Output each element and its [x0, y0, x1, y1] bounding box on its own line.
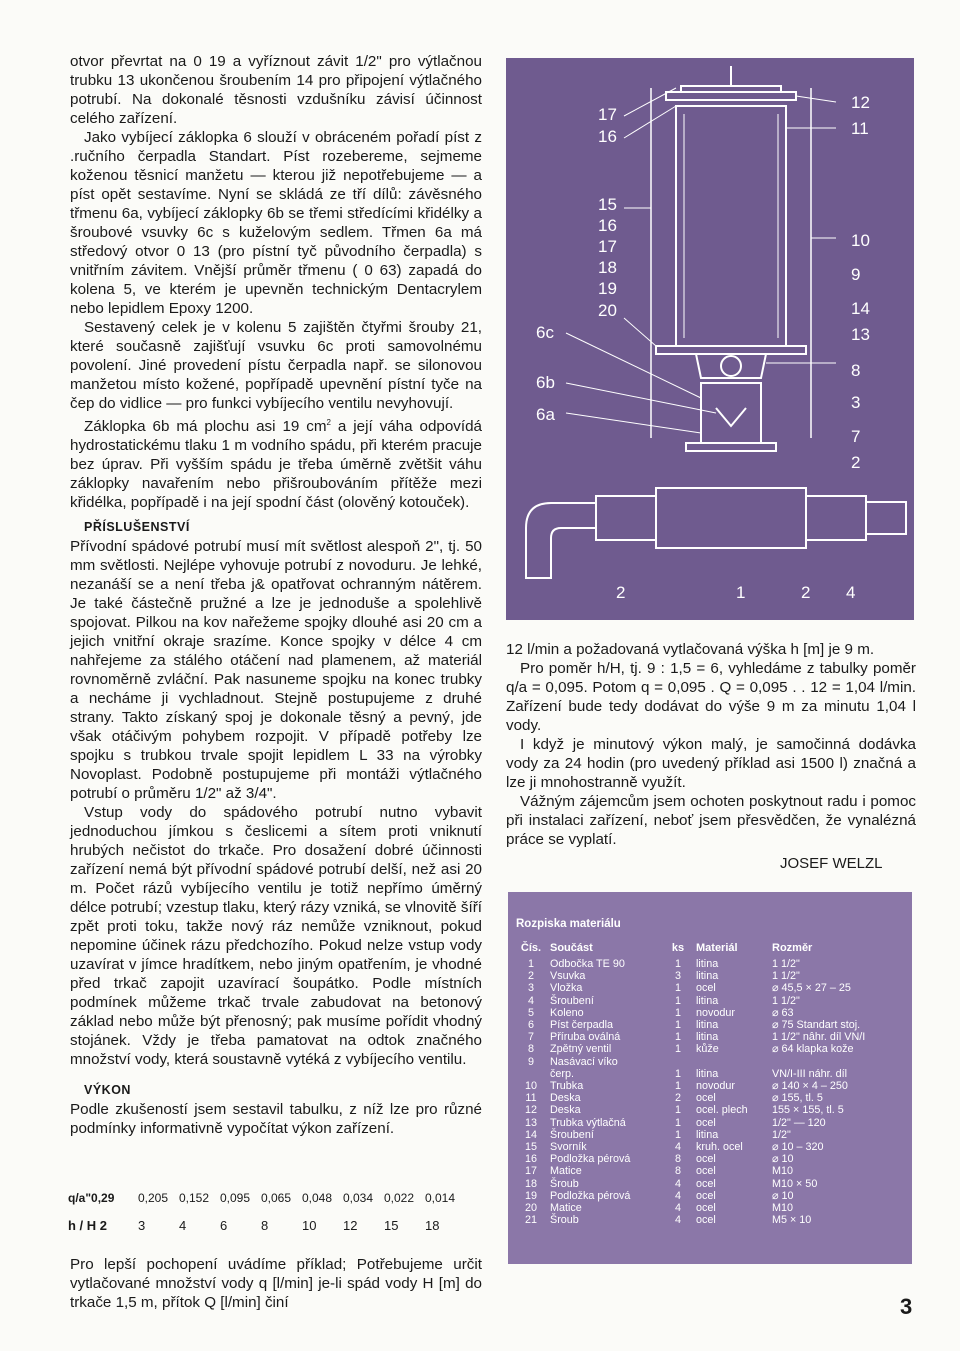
drawing-svg — [506, 58, 914, 620]
table-cell: 4 — [527, 994, 534, 1007]
table-cell: Trubka výtlačná — [550, 1116, 626, 1129]
table-row — [514, 1043, 906, 1055]
table-cell: 21 — [524, 1214, 537, 1227]
table-cell: litina — [696, 1067, 719, 1080]
paragraph: Pro poměr h/H, tj. 9 : 1,5 = 6, vyhledáme z tabulky poměr q/a = 0,095. Potom q = 0,095 . Q = 0,095 . . 12 = 1,04 l/min. Zařízení bude tedy dodávat do výše 9 m za minutu 1,04 l vody. — [506, 660, 916, 734]
table-cell: 1 — [674, 1031, 681, 1044]
table-cell: 8 — [527, 1043, 534, 1056]
table-cell: ⌀ 10 — [772, 1153, 794, 1166]
table-cell: ⌀ 75 Standart stoj. — [772, 1019, 861, 1032]
table-cell: 1/2" — [772, 1128, 791, 1141]
figure-label: 4 — [846, 583, 856, 602]
inlet-elbow — [526, 503, 596, 578]
table-cell — [662, 1056, 694, 1068]
table-cell: 6 — [527, 1019, 534, 1032]
table-cell: 1 — [527, 958, 534, 970]
table-row — [514, 1068, 906, 1080]
table-cell: Příruba oválná — [550, 1031, 621, 1044]
column-header: ks — [671, 942, 685, 954]
table-cell: 1 1/2" nâhr. díl VN/I — [772, 1031, 866, 1044]
table-cell: kůže — [696, 1043, 719, 1056]
table-cell: M10 — [772, 1165, 794, 1178]
piston-assembly — [701, 383, 761, 443]
table-cell: ⌀ 64 klapka kože — [772, 1043, 854, 1056]
figure-label: 15 — [598, 195, 617, 214]
left-column-upper — [70, 52, 482, 512]
figure-label: 10 — [851, 231, 870, 250]
table-cell: Odbočka TE 90 — [550, 958, 625, 970]
table-row — [514, 1129, 906, 1141]
table-cell: litina — [696, 1128, 719, 1141]
table-cell: 1 — [674, 994, 681, 1007]
ratio-label: h / H 2 — [68, 1218, 108, 1233]
paragraph: Sestavený celek je v kolenu 5 zajištěn čtyřmi šrouby 21, které současně zajišťují vsuvku 6c proti samovolnému povolení. Jiné provedení pístu čerpadla např. se silonovou manžetou místo kožené, popřípadě upevnění pístní tyče na čep do vidlice — pro funkci vybíjecího ventilu nevyhovují. — [70, 319, 482, 412]
bottom-plate — [656, 346, 806, 354]
table-cell: litina — [696, 958, 719, 970]
table-cell: ocel — [696, 1189, 716, 1202]
figure-label: 1 — [736, 583, 746, 602]
table-cell: VN/I-III náhr. díl — [772, 1067, 848, 1080]
table-cell: ocel — [696, 1177, 716, 1190]
table-cell: 2 — [527, 970, 534, 983]
table-cell: ocel — [696, 1153, 716, 1166]
table-cell: 1 1/2" — [772, 970, 800, 983]
table-cell: čerp. — [550, 1067, 575, 1080]
column-header: Čís. — [520, 942, 542, 954]
table-row — [514, 958, 906, 970]
table-cell: ⌀ 140 × 4 – 250 — [772, 1080, 848, 1093]
table-row — [514, 1165, 906, 1177]
figure-label: 8 — [851, 361, 861, 380]
table-row — [514, 1214, 906, 1226]
table-cell: ocel — [696, 1092, 716, 1105]
coupling-right — [806, 496, 866, 540]
table-cell: litina — [696, 1019, 719, 1032]
figure-label: 2 — [851, 453, 861, 472]
table-cell: Deska — [550, 1104, 581, 1117]
table-cell: 18 — [524, 1177, 537, 1190]
table-cell: Vsuvka — [550, 970, 586, 983]
table-cell: M5 × 10 — [772, 1214, 812, 1227]
column-header: Rozměr — [772, 942, 813, 954]
ratio-row-h: h / H 2 3 4 6 8 10 12 15 18 — [68, 1218, 440, 1233]
paragraph: Jako vybíjecí záklopka 6 slouží v obráceném pořadí píst z .ručního čerpadla Standart. Píst rozebereme, sejmeme koženou těsnicí manžetu — kterou již nepotřebujeme — a píst opět sestavíme. Nyní se skládá ze tří dílů: závěsného třmenu 6a, vybíjecí záklopky 6b se třemi středícími křidélky a šroubové vsuvky 6c s kuželovým sedlem. Třmen 6a má středový otvor 0 13 (pro pístní tyč původního čerpadla) s vnitřním závitem. Vnější průměr třmenu ( 0 63) zapadá do kolena 5, ve kterém je upevněn technickým Dentacrylem nebo lepidlem Epoxy 1200. — [70, 129, 482, 317]
figure-label: 17 — [598, 237, 617, 256]
table-row — [514, 995, 906, 1007]
table-cell: Matice — [550, 1165, 582, 1178]
table-cell: Deska — [550, 1092, 581, 1105]
table-cell — [770, 1056, 906, 1068]
table-cell: 14 — [524, 1128, 537, 1141]
flange — [686, 443, 776, 451]
table-cell: ⌀ 10 — [772, 1189, 794, 1202]
figure-label: 13 — [851, 325, 870, 344]
table-cell: ocel — [696, 1202, 716, 1215]
paragraph: Podle zkušeností jsem sestavil tabulku, z níž lze pro různé podmínky informativně vypočítat výkon zařízení. — [70, 1101, 482, 1137]
table-cell: 7 — [527, 1031, 534, 1044]
table-row — [514, 1007, 906, 1019]
table-cell: 16 — [524, 1153, 537, 1166]
table-cell: ⌀ 155, tl. 5 — [772, 1092, 823, 1105]
table-cell: novodur — [696, 1080, 736, 1093]
table-cell: 4 — [674, 1189, 681, 1202]
table-row — [514, 1092, 906, 1104]
page-number: 3 — [900, 1294, 913, 1319]
author-name: JOSEF WELZL — [780, 855, 883, 872]
table-cell: 3 — [527, 982, 534, 995]
table-row — [514, 1190, 906, 1202]
table-cell: 12 — [524, 1104, 537, 1117]
end-fitting — [866, 502, 906, 534]
figure-label: 11 — [851, 119, 869, 138]
table-row — [514, 970, 906, 982]
table-cell: ⌀ 45,5 × 27 – 25 — [772, 982, 851, 995]
table-row — [514, 1153, 906, 1165]
figure-label: 2 — [801, 583, 811, 602]
table-cell: 2 — [674, 1092, 681, 1105]
top-plate — [666, 92, 796, 100]
table-cell: 9 — [527, 1055, 534, 1068]
table-cell: 1 — [674, 1116, 681, 1129]
table-cell: Matice — [550, 1202, 582, 1215]
table-row — [514, 1080, 906, 1092]
table-cell: Trubka — [550, 1080, 584, 1093]
table-cell: Šroubení — [550, 1128, 594, 1141]
table-cell: 155 × 155, tl. 5 — [772, 1104, 844, 1117]
table-cell: Šroub — [550, 1214, 579, 1227]
table-cell: Nasávací víko — [550, 1055, 618, 1068]
figure-label: 2 — [616, 583, 626, 602]
table-row — [514, 982, 906, 994]
table-cell — [694, 1056, 770, 1068]
table-cell: 15 — [524, 1141, 537, 1154]
table-row — [514, 1056, 906, 1068]
right-column — [506, 640, 916, 849]
figure-label: 12 — [851, 93, 870, 112]
table-cell: 1 — [674, 1019, 681, 1032]
table-cell: Svorník — [550, 1141, 587, 1154]
paragraph: Přívodní spádové potrubí musí mít světlost alespoň 2", tj. 50 mm světlosti. Nejlépe vyhovuje potrubí z novoduru. Je lehké, nezanáší se a není třeba j& opatřovat ochranným nátěrem. Je také částečně pružné a lze je jednoduše a spolehlivě spojovat. Pilkou na kov nařežeme spojky dlouhé asi 20 cm a jejich vnitřní okraje srazíme. Konce spojky v délce 4 cm nahřejeme za stálého otáčení nad plamenem, až materiál rovnoměrně zvláční. Pak nasuneme spojku na konec trubky a necháme ji vychladnout. Stejně postupujeme z druhé strany. Takto získaný spoj je dokonale těsný a pevný, jde však otáčivým pohybem rozpojit. V případě potřeby lze spojku s trubkou trvale spojit lepidlem L 33 na výrobky Novoplast. Podobně postupujeme při montáži výtlačného potrubí o průměru 1/2" až 3/4". — [70, 538, 482, 802]
table-cell: ocel. plech — [696, 1104, 748, 1117]
table-row — [514, 1178, 906, 1190]
figure-label: 16 — [598, 216, 617, 235]
table-cell: 3 — [674, 970, 681, 983]
table-cell: 20 — [524, 1202, 537, 1215]
parts-table — [514, 942, 906, 1226]
paragraph: I když je minutový výkon malý, je samočinná dodávka vody za 24 hodin (pro uvedený příklad asi 1500 l) značná a lze ji mnohostranně využít. — [506, 736, 916, 791]
figure-label: 7 — [851, 427, 861, 446]
table-cell: 1 — [674, 958, 681, 970]
table-cell: litina — [696, 994, 719, 1007]
table-cell: Vložka — [550, 982, 583, 995]
left-column-lower — [70, 518, 482, 1138]
table-cell: Podložka pérová — [550, 1189, 631, 1202]
table-cell: litina — [696, 1031, 719, 1044]
paragraph: Vážným zájemcům jsem ochoten poskytnout radu i pomoc při instalaci zařízení, neboť jsem přesvědčen, že vynalézná práce se vyplatí. — [506, 793, 916, 848]
table-cell: 1 — [674, 1067, 681, 1080]
table-cell: 1 — [674, 1104, 681, 1117]
table-cell: ocel — [696, 982, 716, 995]
table-cell: 4 — [674, 1141, 681, 1154]
column-header: Materiál — [696, 942, 738, 954]
table-cell: ⌀ 63 — [772, 1006, 794, 1019]
table-cell: 1 — [674, 982, 681, 995]
table-cell: Šroubení — [550, 994, 594, 1007]
table-cell: 13 — [524, 1116, 537, 1129]
table-cell: 4 — [674, 1202, 681, 1215]
table-cell: 19 — [524, 1189, 537, 1202]
table-cell: 1 1/2" — [772, 994, 800, 1007]
table-cell: Zpětný ventil — [550, 1043, 612, 1056]
paragraph: Vstup vody do spádového potrubí nutno vybavit jednoduchou jímkou s česlicemi a sítem proti vniknutí hrubých nečistot do trkače. Pro dosažení dobré účinnosti zařízení nemá být přívodní spádové potrubí delší, než asi 20 m. Počet rázů vybíjecího ventilu je totiž nepřímo úměrný délce potrubí; vzestup tlaku, který rázy vzniká, se vlnovitě šíří zpět proti toku, takže nový ráz nemůže vzniknout, pokud nepomine účinek rázu předchozího. Pokud nelze vstup vody uzavírat v jímce hradítkem, nebo jiným opatřením, je vhodné před trkač zapojit uzavírací šoupátko. Podle místních podmínek můžeme trkač trvale zabudovat na betonový základ nebo může být přenosný; pak musíme pořídit vhodný stojánek. Vždy je třeba pamatovat na odtok značného množství vody, která soustavně vytéká z vybíjecího ventilu. — [70, 804, 482, 1068]
table-cell: litina — [696, 970, 719, 983]
table-cell: 8 — [674, 1165, 681, 1178]
ratio-label: q/a"0,29 — [68, 1191, 115, 1205]
table-row — [514, 1117, 906, 1129]
table-cell: ocel — [696, 1214, 716, 1227]
column-header: Součást — [550, 942, 593, 954]
paragraph: 12 l/min a požadovaná vytlačovaná výška h [m] je 9 m. — [506, 641, 875, 658]
air-vessel-cylinder — [676, 106, 786, 346]
table-row — [514, 1141, 906, 1153]
table-cell: 1 — [674, 1006, 681, 1019]
table-cell: ocel — [696, 1116, 716, 1129]
ram-pump-drawing — [506, 58, 914, 620]
table-row — [514, 1031, 906, 1043]
section-heading-vykon: VÝKON — [84, 1083, 131, 1097]
table-cell: 1 1/2" — [772, 958, 800, 970]
table-cell: 1 — [674, 1128, 681, 1141]
paragraph-zaklopka: Záklopka 6b má plochu asi 19 $cm^2$ a její váha odpovídá hydrostatickému tlaku 1 m vodního spádu, při kterém pracuje bez úprav. Při vyšším spádu je třeba úměrně zvětšit váhu záklopky navařením nebo přišroubováním přítěže mezi křidélka, popřípadě i na její spodní část (olověný kotouček). — [70, 418, 482, 512]
figure-label: 16 — [598, 127, 617, 146]
table-cell: 1 — [674, 1043, 681, 1056]
example-paragraph-block — [70, 1255, 482, 1312]
figure-label: 6c — [536, 323, 554, 342]
table-cell: 5 — [527, 1006, 534, 1019]
table-cell: kruh. ocel — [696, 1141, 743, 1154]
parts-table-box — [508, 892, 912, 1264]
paragraph: Pro lepší pochopení uvádíme příklad; Potřebujeme určit vytlačované množství vody q [l/min] je-li spád vody H [m] do trkače 1,5 m, přítok Q [l/min] činí — [70, 1256, 482, 1311]
figure-label: 6b — [536, 373, 555, 392]
figure-label: 14 — [851, 299, 870, 318]
table-cell: 11 — [525, 1092, 537, 1105]
table-cell: M10 × 50 — [772, 1177, 818, 1190]
top-fitting — [681, 86, 781, 92]
table-cell: M10 — [772, 1202, 794, 1215]
table-cell: 8 — [674, 1153, 681, 1166]
figure-label: 6a — [536, 405, 555, 424]
table-header-row — [514, 942, 906, 958]
parts-table-title: Rozpiska materiálu — [516, 918, 621, 930]
parts-table-body — [514, 958, 906, 1226]
table-row — [514, 1202, 906, 1214]
figure-label: 17 — [598, 105, 617, 124]
tee-fitting — [656, 488, 806, 548]
table-cell: novodur — [696, 1006, 736, 1019]
table-cell: ocel — [696, 1165, 716, 1178]
coupling-left — [596, 496, 656, 540]
table-row — [514, 1019, 906, 1031]
table-cell: 1 — [674, 1080, 681, 1093]
table-cell: 17 — [524, 1165, 537, 1178]
table-cell: 10 — [524, 1080, 537, 1093]
figure-label: 9 — [851, 265, 861, 284]
table-cell: Podložka pérová — [550, 1153, 631, 1166]
table-row — [514, 1104, 906, 1116]
ratio-row-qa: q/a"0,29 0,205 0,152 0,095 0,065 0,048 0,034 0,022 0,014 — [68, 1191, 456, 1205]
figure-label: 18 — [598, 258, 617, 277]
table-cell — [514, 1068, 548, 1080]
table-cell: Šroub — [550, 1177, 579, 1190]
valve-body — [696, 354, 766, 378]
figure-label: 3 — [851, 393, 861, 412]
table-cell: Koleno — [550, 1006, 584, 1019]
section-heading-prislusenstvi: PŘÍSLUŠENSTVÍ — [84, 520, 190, 534]
figure-label: 19 — [598, 279, 617, 298]
table-cell: Píst čerpadla — [550, 1019, 614, 1032]
table-cell: ⌀ 10 – 320 — [772, 1141, 824, 1154]
figure-label: 20 — [598, 301, 617, 320]
paragraph: otvor převrtat na 0 19 a vyříznout závit 1/2" pro výtlačnou trubku 13 ukončenou šroubením 14 pro připojení výtlačného potrubí. Na dokonalé těsnosti vzdušníku závisí účinnost celého zařízení. — [70, 53, 482, 127]
table-cell: 4 — [674, 1214, 681, 1227]
table-cell: 4 — [674, 1177, 681, 1190]
table-cell: 1/2" — 120 — [772, 1116, 826, 1129]
